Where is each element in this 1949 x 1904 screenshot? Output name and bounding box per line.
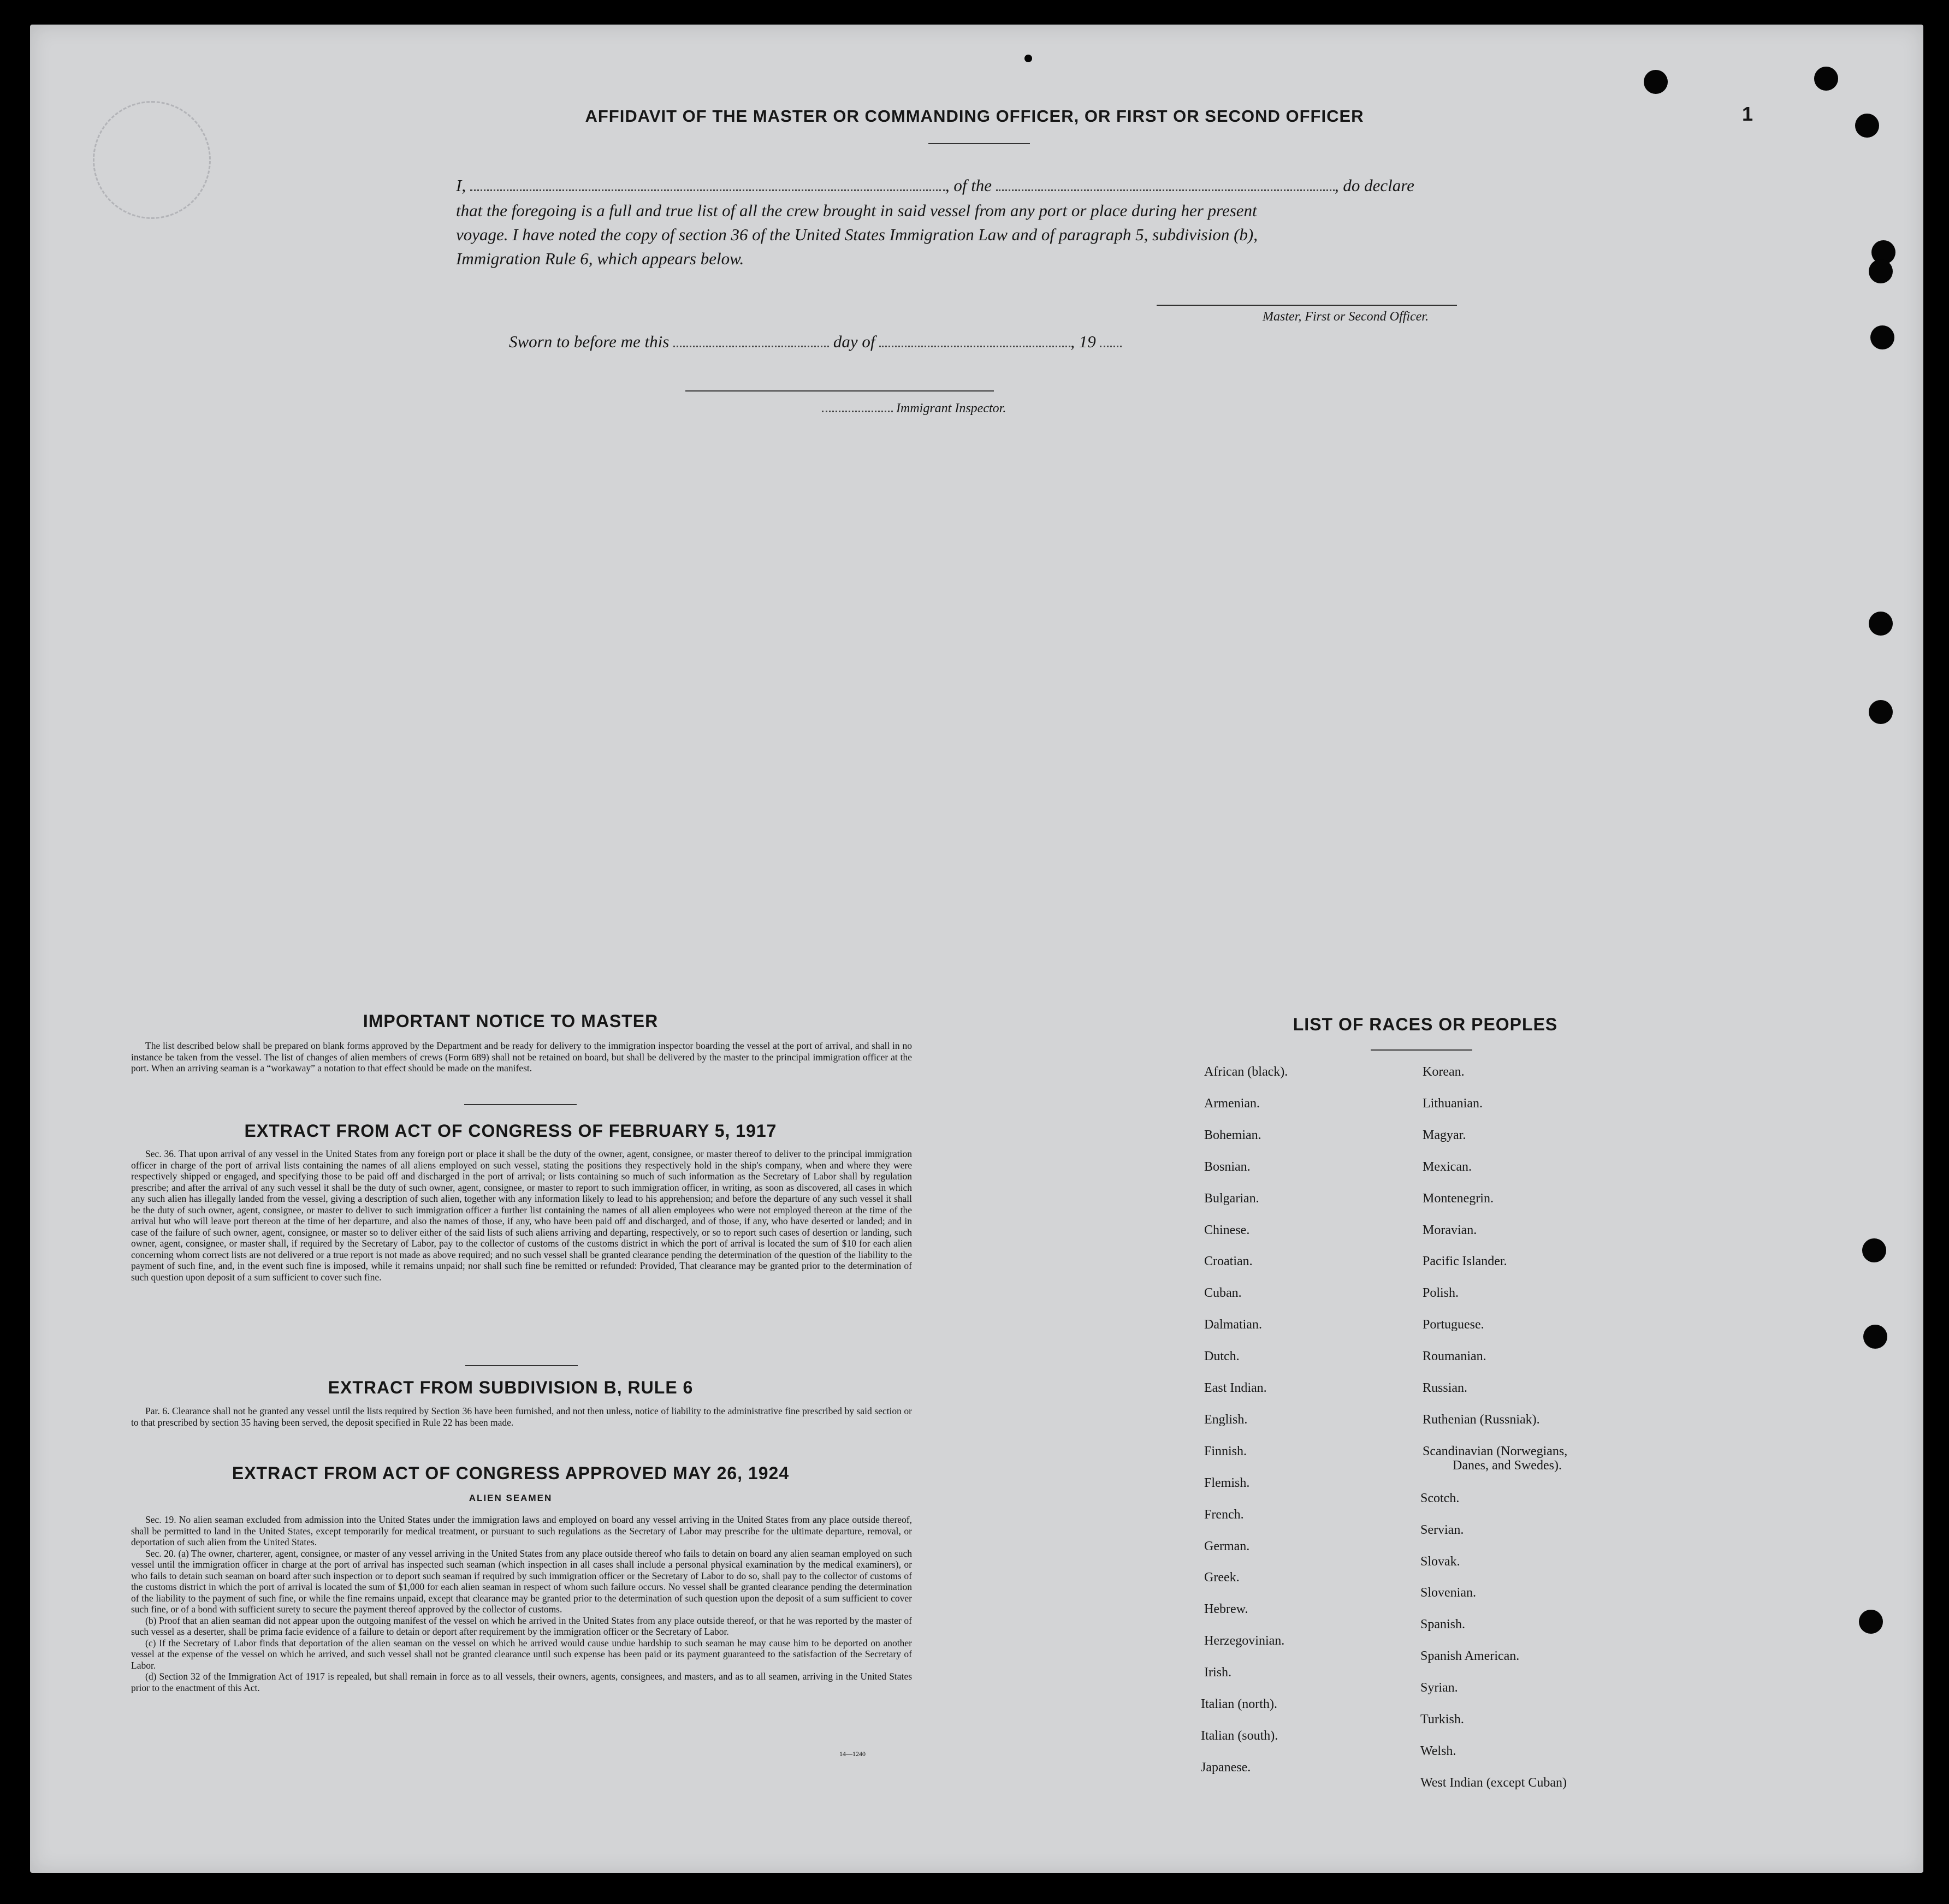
race-item: Spanish American. <box>1420 1649 1520 1664</box>
rule-6-body <box>131 1405 912 1428</box>
master-signature-line[interactable] <box>1157 305 1457 306</box>
punch-hole <box>1863 1325 1887 1349</box>
race-item: West Indian (except Cuban) <box>1420 1775 1567 1790</box>
race-item: Turkish. <box>1420 1712 1464 1727</box>
race-item: Chinese. <box>1204 1223 1250 1237</box>
race-item: African (black). <box>1204 1065 1288 1079</box>
race-item: Spanish. <box>1420 1617 1466 1632</box>
race-item: Russian. <box>1423 1381 1468 1395</box>
section-36-paragraph: Sec. 36. That upon arrival of any vessel in the United States from any foreign port or place it shall be the duty of the owner, agent, consignee, or master thereof to deliver to the principal immigration officer in charge of the port of arrival lists containing the names of all aliens employed on such vessel, stating the positions they respectively hold in the ship's company, when and where they were respectively shipped or engaged, and specifying those to be paid off and discharged in the port of arrival; or lists containing so much of such information as the Secretary of Labor shall by regulation prescribe; and after the arrival of any such vessel it shall be the duty of such owner, agent, consignee, or master to report to such immigration officer, in writing, as soon as discovered, all cases in which any such alien has illegally landed from the vessel, giving a description of such alien, together with any information likely to lead to his apprehension; and before the departure of any such vessel it shall be the duty of such owner, agent, consignee, or master to deliver to such immigration officer a further list containing the names of all alien employees who were not employed thereon at the time of the arrival but who will leave port thereon at the time of her departure, and also the names of those, if any, who have been paid off and discharged, and of those, if any, who have deserted or landed; and in case of the failure of such owner, agent, consignee, or master so to deliver either of the said lists of such aliens arriving and departing, respectively, or so to report such cases of desertion or landing, such owner, agent, consignee, or master shall, if required by the Secretary of Labor, pay to the collector of customs of the customs district in which the port of arrival is located the sum of $10 for each alien concerning whom correct lists are not delivered or a true report is not made as above required; and no such vessel shall be granted clearance pending the determination of the question of the liability to the payment of such fine, and, in the event such fine is imposed, while it remains unpaid; nor shall such fine be remitted or refunded: Provided, That clearance may be granted prior to the determination of such question upon deposit of a sum sufficient to cover such fine. <box>131 1148 912 1283</box>
race-item: Finnish. <box>1204 1444 1247 1458</box>
sworn-text: Sworn to before me this <box>509 332 670 351</box>
race-item: Korean. <box>1423 1065 1465 1079</box>
punch-hole <box>1644 70 1668 94</box>
section-divider <box>464 1104 577 1105</box>
race-item: Scotch. <box>1420 1491 1460 1505</box>
punch-hole <box>1870 325 1894 349</box>
master-signature-caption: Master, First or Second Officer. <box>1263 310 1429 324</box>
sworn-day-field[interactable] <box>673 345 829 347</box>
punch-hole <box>1024 55 1032 62</box>
race-item: Irish. <box>1204 1665 1231 1680</box>
alien-seamen-subtitle: ALIEN SEAMEN <box>469 1493 553 1503</box>
punch-hole <box>1869 612 1893 636</box>
sworn-year-prefix: , 19 <box>1070 332 1096 351</box>
race-item: English. <box>1204 1412 1248 1427</box>
vessel-name-field[interactable] <box>996 189 1335 191</box>
sworn-year-field[interactable] <box>1100 345 1122 347</box>
race-item: Bulgarian. <box>1204 1191 1259 1206</box>
notice-paragraph: The list described below shall be prepared on blank forms approved by the Department and be ready for delivery to the immigration inspector boarding the vessel at the port of arrival, and shall in no instance be taken from the vessel. The list of changes of alien members of crews (Form 689) shall not be retained on board, but shall be delivered by the master to the principal immigration officer at the port. When an arriving seaman is a “workaway” a notation to that effect should be made on the manifest. <box>131 1040 912 1073</box>
section-20c-paragraph: (c) If the Secretary of Labor finds that deportation of the alien seaman on the vessel on which he arrived would cause undue hardship to such seaman he may cause him to be deported on another vessel at the expense of the vessel on which he arrived, and such vessel shall not be granted clearance until such expense has been paid or its payment guaranteed to the satisfaction of the Secretary of Labor. <box>131 1637 912 1671</box>
section-20d-paragraph: (d) Section 32 of the Immigration Act of 1917 is repealed, but shall remain in force as to all vessels, their owners, agents, consignees, and masters, and as to all seamen, arriving in the United States prior to the enactment of this Act. <box>131 1671 912 1693</box>
race-item: Italian (north). <box>1201 1697 1277 1711</box>
declaration-do-declare: , do declare <box>1334 176 1414 195</box>
punch-hole <box>1869 259 1893 283</box>
extract-1917-body <box>131 1148 912 1283</box>
race-item: Dalmatian. <box>1204 1318 1262 1332</box>
race-item: Ruthenian (Russniak). <box>1423 1412 1540 1427</box>
race-item: Croatian. <box>1204 1254 1253 1269</box>
race-item: Dutch. <box>1204 1349 1240 1364</box>
race-item: Danes, and Swedes). <box>1453 1458 1562 1473</box>
race-item: Flemish. <box>1204 1475 1250 1490</box>
race-item: Welsh. <box>1420 1743 1456 1758</box>
races-title-underline <box>1371 1049 1472 1051</box>
declaration-line-2: that the foregoing is a full and true list of all the crew brought in said vessel from any port or place during her present <box>456 201 1257 220</box>
race-item: Polish. <box>1423 1286 1459 1301</box>
extract-1924-title: EXTRACT FROM ACT OF CONGRESS APPROVED MAY 26, 1924 <box>232 1463 790 1483</box>
race-item: Hebrew. <box>1204 1602 1248 1617</box>
declaration-line-3: voyage. I have noted the copy of section 36 of the United States Immigration Law and of paragraph 5, subdivision (b), <box>456 225 1258 244</box>
form-number: 14—1240 <box>839 1750 866 1758</box>
race-item: Bosnian. <box>1204 1159 1251 1174</box>
race-item: Roumanian. <box>1423 1349 1486 1364</box>
notice-title: IMPORTANT NOTICE TO MASTER <box>363 1011 659 1031</box>
race-item: Moravian. <box>1423 1223 1477 1237</box>
inspector-signature-line[interactable] <box>685 390 994 392</box>
inspector-caption <box>822 401 1006 416</box>
race-item: Portuguese. <box>1423 1318 1484 1332</box>
declaration-i: I, <box>456 176 466 195</box>
declaration-line-1 <box>456 174 1414 198</box>
inspector-field[interactable] <box>822 410 893 412</box>
affidavit-title: AFFIDAVIT OF THE MASTER OR COMMANDING OFFICER, OR FIRST OR SECOND OFFICER <box>585 106 1364 126</box>
race-item: Scandinavian (Norwegians, <box>1423 1444 1568 1458</box>
race-item: Greek. <box>1204 1570 1240 1585</box>
paragraph-6: Par. 6. Clearance shall not be granted any vessel until the lists required by Section 36 have been furnished, and not then unless, notice of liability to the administrative fine prescribed by said section or to that prescribed by section 35 having been served, the deposit specified in Rule 22 has been made. <box>131 1405 912 1428</box>
declaration-of-the: , of the <box>945 176 992 195</box>
section-19-paragraph: Sec. 19. No alien seaman excluded from admission into the United States under the immigration laws and employed on board any vessel arriving in the United States from any place outside thereof, shall be permitted to land in the United States, except temporarily for medical treatment, or pursuant to such regulations as the Secretary of Labor may prescribe for the ultimate departure, removal, or deportation of such alien from the United States. <box>131 1514 912 1547</box>
notice-body <box>131 1040 912 1074</box>
race-item: Mexican. <box>1423 1159 1472 1174</box>
section-20a-paragraph: Sec. 20. (a) The owner, charterer, agent, consignee, or master of any vessel arriving in the United States from any place outside thereof who fails to detain on board any alien seaman employed on such vessel until the immigration officer in charge at the port of arrival has inspected such seaman (which inspection in all cases shall include a personal physical examination by the medical examiners), or who fails to detain such seaman on board after such inspection or to deport such seaman if required by such immigration officer or the Secretary of Labor to do so, shall pay to the collector of customs of the customs district in which the port of arrival is located the sum of $1,000 for each alien seaman in respect of whom such failure occurs. No vessel shall be granted clearance pending the determination of the liability to the payment of such fine, or while the fine remains unpaid, except that clearance may be granted prior to the determination of such question upon the deposit of a sum sufficient to cover such fine, or of a bond with sufficient surety to secure the payment thereof approved by the collector of customs. <box>131 1547 912 1615</box>
punch-hole <box>1869 700 1893 724</box>
race-item: Magyar. <box>1423 1128 1466 1142</box>
sworn-month-field[interactable] <box>879 345 1070 347</box>
race-item: Italian (south). <box>1201 1728 1278 1743</box>
race-item: Cuban. <box>1204 1286 1242 1301</box>
race-item: Pacific Islander. <box>1423 1254 1507 1269</box>
races-title: LIST OF RACES OR PEOPLES <box>1293 1015 1558 1034</box>
race-item: Servian. <box>1420 1522 1464 1537</box>
extract-1917-title: EXTRACT FROM ACT OF CONGRESS OF FEBRUARY 5, 1917 <box>244 1121 777 1141</box>
punch-hole <box>1859 1610 1883 1634</box>
section-20b-paragraph: (b) Proof that an alien seaman did not appear upon the outgoing manifest of the vessel on which he arrived in the United States from any place outside thereof, or that he was reported by the master of such vessel as a deserter, shall be prima facie evidence of a failure to detain or deport after requirement by the immigration officer or the Secretary of Labor. <box>131 1615 912 1637</box>
inspector-caption-text: Immigrant Inspector. <box>896 401 1006 416</box>
race-item: Slovak. <box>1420 1554 1460 1569</box>
title-underline <box>928 143 1030 144</box>
extract-1924-body <box>131 1514 912 1693</box>
race-item: Bohemian. <box>1204 1128 1261 1142</box>
sworn-day-of: day of <box>833 332 875 351</box>
punch-hole <box>1814 67 1838 91</box>
punch-hole <box>1862 1238 1886 1262</box>
section-divider <box>465 1365 578 1366</box>
race-item: East Indian. <box>1204 1381 1267 1395</box>
race-item: Armenian. <box>1204 1096 1260 1111</box>
declaration-line-4: Immigration Rule 6, which appears below. <box>456 249 744 268</box>
sworn-line <box>509 330 1122 354</box>
race-item: German. <box>1204 1539 1250 1553</box>
race-item: Herzegovinian. <box>1204 1634 1285 1648</box>
race-item: Lithuanian. <box>1423 1096 1483 1111</box>
officer-name-field[interactable] <box>470 189 945 191</box>
rule-6-title: EXTRACT FROM SUBDIVISION B, RULE 6 <box>328 1378 694 1397</box>
race-item: Montenegrin. <box>1423 1191 1494 1206</box>
race-item: Syrian. <box>1420 1681 1458 1695</box>
race-item: Slovenian. <box>1420 1586 1476 1600</box>
page-number: 1 <box>1742 103 1753 125</box>
race-item: French. <box>1204 1507 1244 1522</box>
race-item: Japanese. <box>1201 1760 1251 1775</box>
